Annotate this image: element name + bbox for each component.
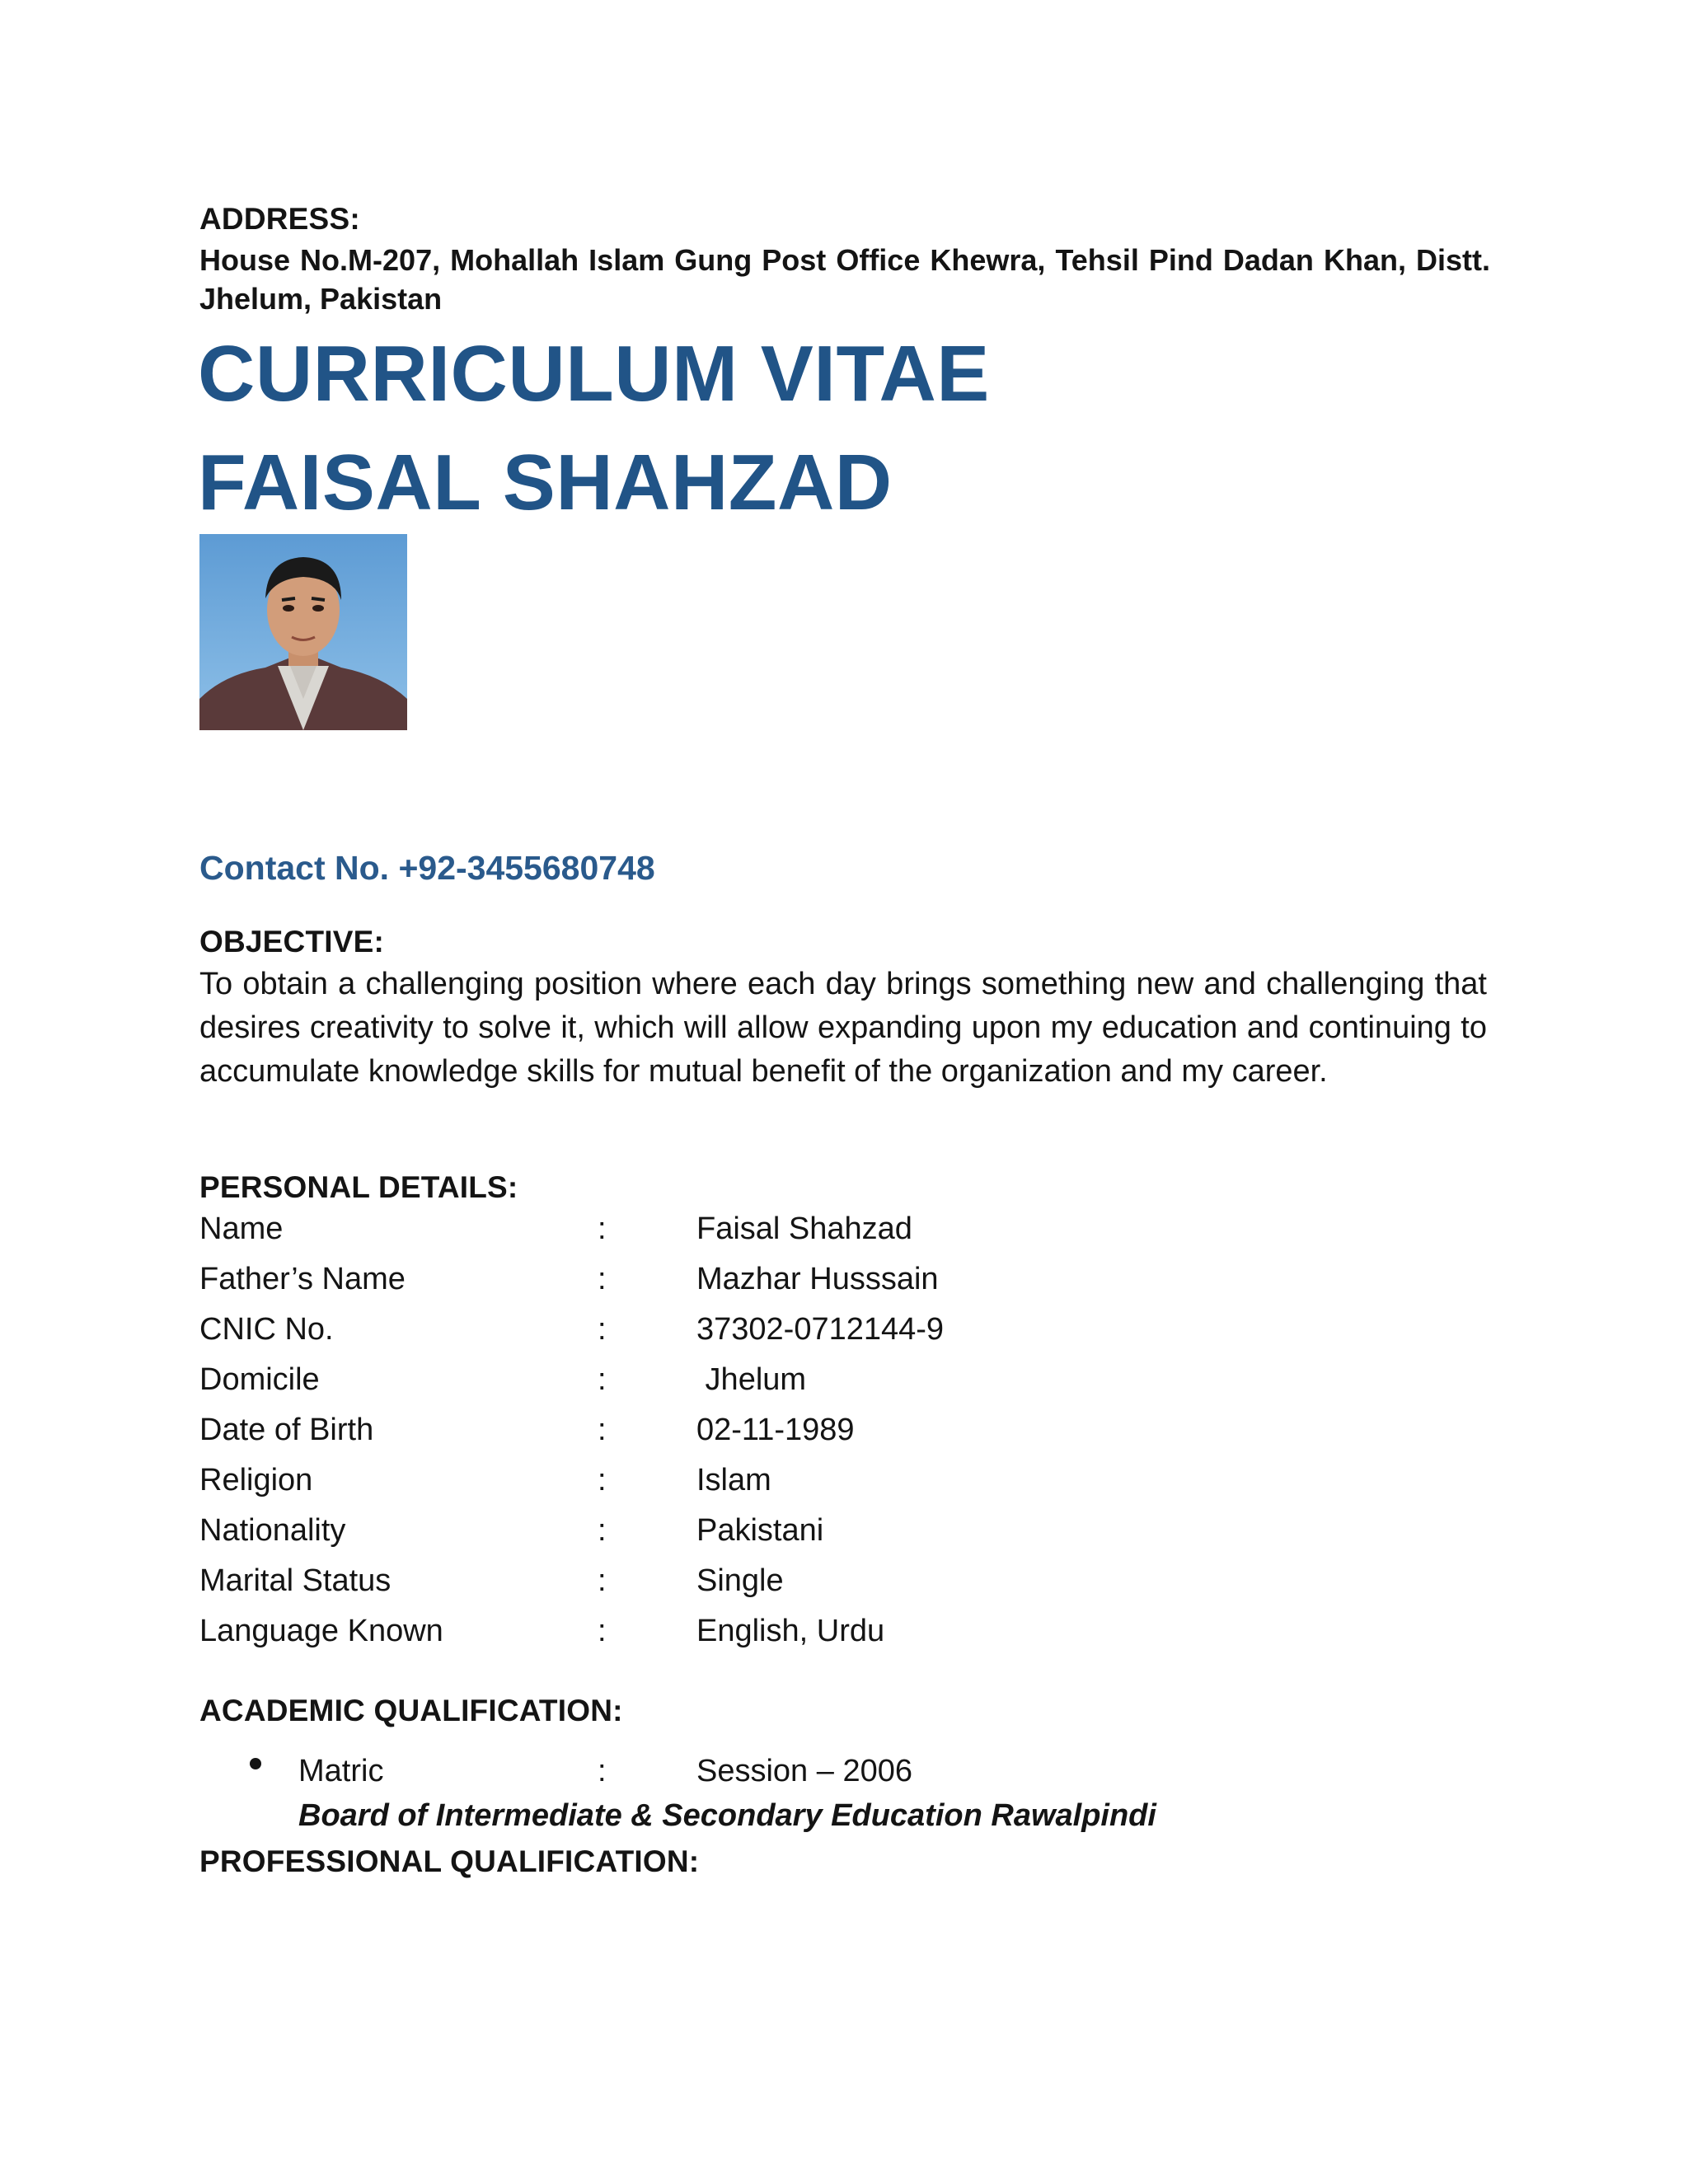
- personal-row-father-name: [199, 1262, 1271, 1303]
- address-line-1: House No.M-207, Mohallah Islam Gung Post Office Khewra, Tehsil Pind Dadan Khan, Distt.: [199, 243, 1490, 277]
- personal-row-dob: [199, 1413, 1271, 1454]
- objective-label: OBJECTIVE:: [199, 925, 385, 958]
- row-separator: :: [598, 1413, 607, 1447]
- candidate-name: FAISAL SHAHZAD: [198, 438, 893, 527]
- row-value: 37302-0712144-9: [696, 1312, 945, 1347]
- row-key: Religion: [199, 1463, 313, 1497]
- row-key: Date of Birth: [199, 1413, 374, 1447]
- row-key: CNIC No.: [199, 1312, 334, 1347]
- row-value: English, Urdu: [696, 1614, 885, 1648]
- personal-row-name: [199, 1212, 1271, 1253]
- row-separator: :: [598, 1362, 607, 1397]
- personal-details-label: PERSONAL DETAILS:: [199, 1170, 518, 1204]
- row-value: Mazhar Husssain: [696, 1262, 939, 1296]
- row-separator: :: [598, 1312, 607, 1347]
- row-separator: :: [598, 1513, 607, 1548]
- address-label: ADDRESS:: [199, 202, 360, 236]
- address-line-2: Jhelum, Pakistan: [199, 282, 443, 316]
- row-value: 02-11-1989: [696, 1413, 855, 1447]
- academic-board: Board of Intermediate & Secondary Education Rawalpindi: [298, 1798, 1156, 1833]
- row-value: Islam: [696, 1463, 771, 1497]
- row-key: Nationality: [199, 1513, 346, 1548]
- row-key: Language Known: [199, 1614, 443, 1648]
- profile-photo: [199, 534, 407, 730]
- row-separator: :: [598, 1614, 607, 1648]
- row-value: Single: [696, 1563, 784, 1598]
- cv-title: CURRICULUM VITAE: [198, 330, 990, 418]
- professional-label: PROFESSIONAL QUALIFICATION:: [199, 1844, 700, 1878]
- academic-label: ACADEMIC QUALIFICATION:: [199, 1694, 623, 1727]
- personal-row-cnic: [199, 1312, 1271, 1353]
- row-key: Father’s Name: [199, 1262, 406, 1296]
- row-value: Faisal Shahzad: [696, 1212, 912, 1246]
- row-separator: :: [598, 1563, 607, 1598]
- personal-row-languages: [199, 1614, 1271, 1655]
- row-value: Pakistani: [696, 1513, 824, 1548]
- row-key: Name: [199, 1212, 284, 1246]
- personal-row-religion: [199, 1463, 1271, 1504]
- academic-item-matric: [199, 1754, 1271, 1795]
- personal-row-domicile: [199, 1362, 1271, 1404]
- row-value: Jhelum: [696, 1362, 807, 1397]
- portrait-image: [199, 534, 407, 730]
- personal-row-nationality: [199, 1513, 1271, 1554]
- contact-number: +92-3455680748: [398, 849, 655, 887]
- row-key: Domicile: [199, 1362, 320, 1397]
- row-key: Marital Status: [199, 1563, 392, 1598]
- row-separator: :: [598, 1463, 607, 1497]
- contact-line: [199, 849, 655, 888]
- objective-text: To obtain a challenging position where each day brings something new and challenging that desires creativity to solve it, which will allow expanding upon my education and continuing to accumulate knowledge skills for mutual benefit of the organization and my career.: [199, 967, 1487, 1089]
- academic-session: Session – 2006: [696, 1754, 912, 1788]
- contact-label: Contact No.: [199, 849, 390, 887]
- row-separator: :: [598, 1754, 607, 1788]
- row-separator: :: [598, 1262, 607, 1296]
- row-separator: :: [598, 1212, 607, 1246]
- personal-row-marital-status: [199, 1563, 1271, 1605]
- academic-degree: Matric: [298, 1754, 384, 1788]
